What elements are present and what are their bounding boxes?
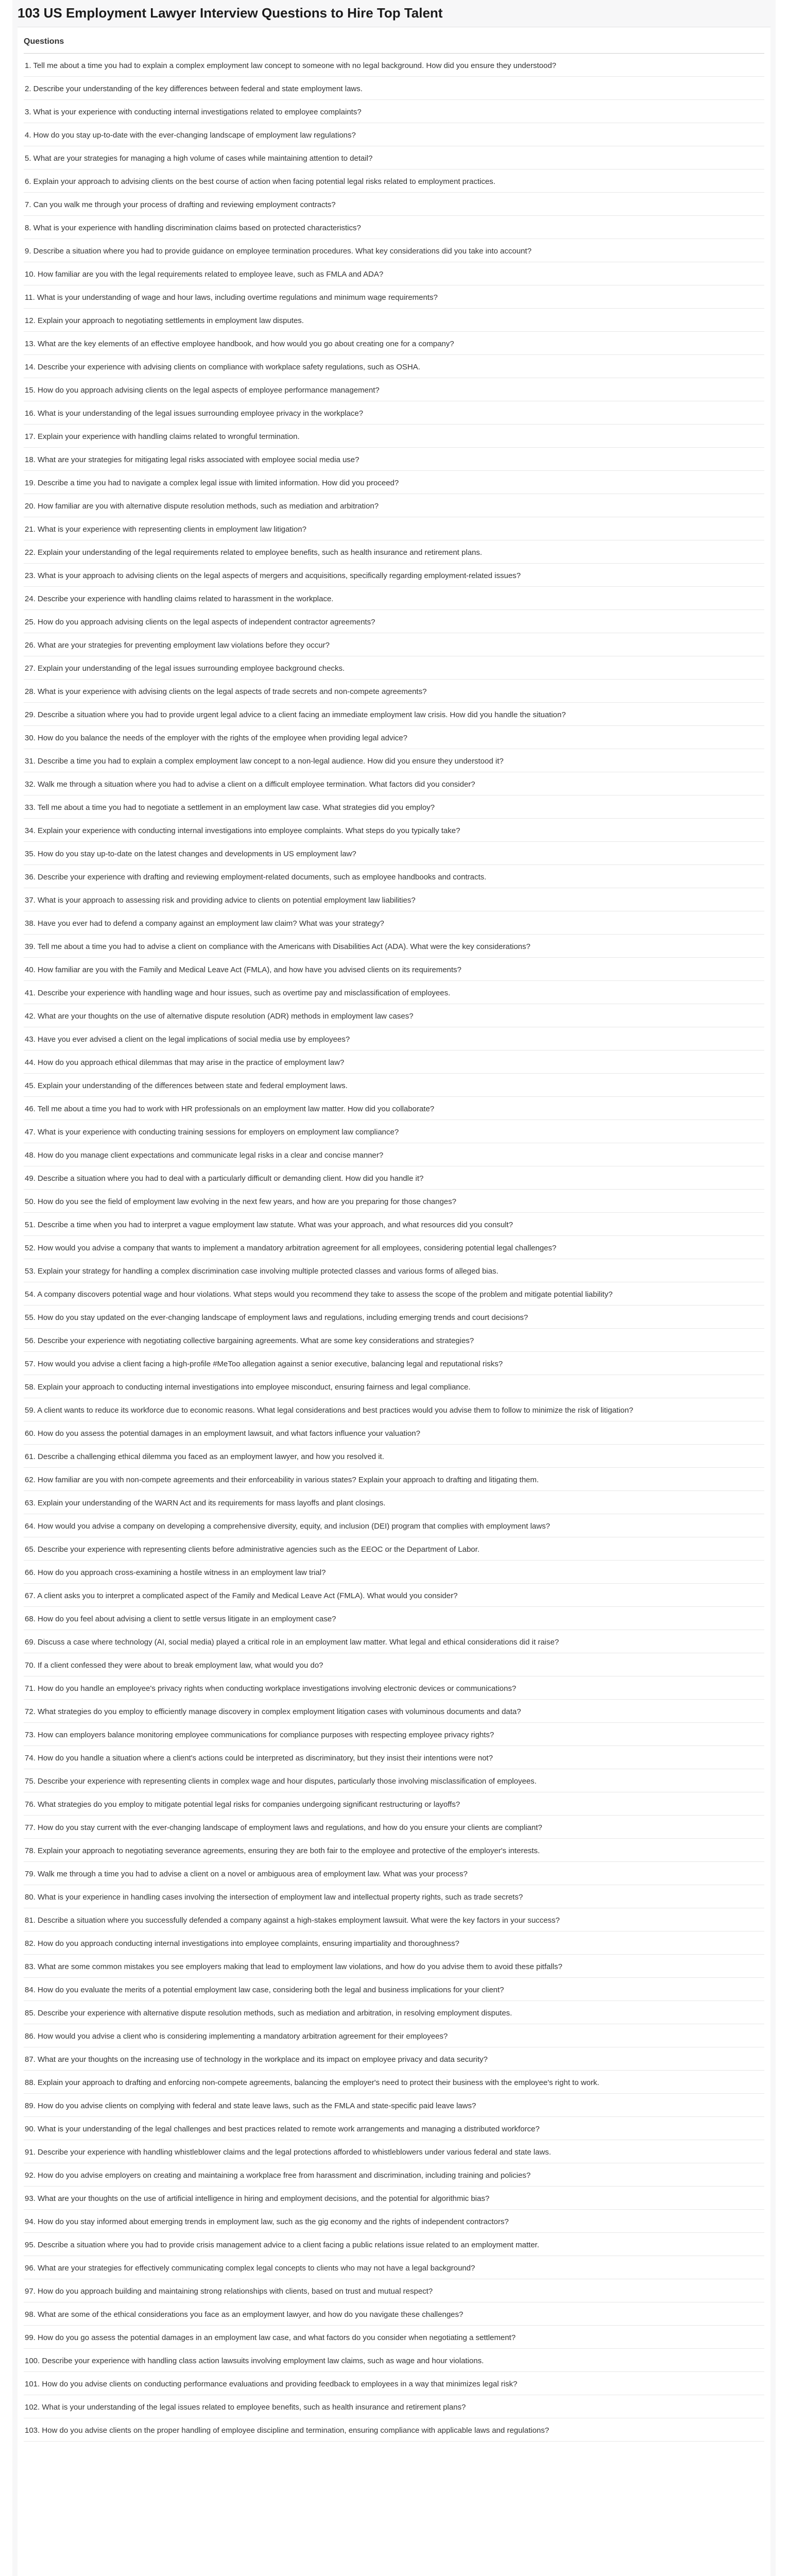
question-item: 97. How do you approach building and maintaining strong relationships with clients, based on trust and mutual respect? bbox=[24, 2279, 764, 2302]
question-item: 92. How do you advise employers on creating and maintaining a workplace free from harassment and discrimination, including training and policies? bbox=[24, 2163, 764, 2187]
question-item: 76. What strategies do you employ to mitigate potential legal risks for companies undergoing significant restructuring or layoffs? bbox=[24, 1792, 764, 1816]
question-item: 46. Tell me about a time you had to work with HR professionals on an employment law matter. How did you collaborate? bbox=[24, 1097, 764, 1120]
question-item: 60. How do you assess the potential damages in an employment lawsuit, and what factors influence your valuation? bbox=[24, 1421, 764, 1445]
question-item: 17. Explain your experience with handling claims related to wrongful termination. bbox=[24, 425, 764, 448]
question-item: 30. How do you balance the needs of the employer with the rights of the employee when providing legal advice? bbox=[24, 726, 764, 749]
question-item: 25. How do you approach advising clients on the legal aspects of independent contractor agreements? bbox=[24, 610, 764, 633]
question-item: 58. Explain your approach to conducting internal investigations into employee misconduct, ensuring fairness and legal compliance. bbox=[24, 1375, 764, 1398]
question-item: 2. Describe your understanding of the key differences between federal and state employment laws. bbox=[24, 77, 764, 100]
question-item: 89. How do you advise clients on complying with federal and state leave laws, such as the FMLA and state-specific paid leave laws? bbox=[24, 2094, 764, 2117]
question-item: 3. What is your experience with conducting internal investigations related to employee complaints? bbox=[24, 100, 764, 123]
question-item: 50. How do you see the field of employment law evolving in the next few years, and how are you preparing for those changes? bbox=[24, 1190, 764, 1213]
question-item: 29. Describe a situation where you had to provide urgent legal advice to a client facing an immediate employment law crisis. How did you handle the situation? bbox=[24, 703, 764, 726]
question-item: 18. What are your strategies for mitigating legal risks associated with employee social media use? bbox=[24, 448, 764, 471]
question-item: 23. What is your approach to advising clients on the legal aspects of mergers and acquisitions, specifically regarding employment-related issues? bbox=[24, 564, 764, 587]
question-item: 35. How do you stay up-to-date on the latest changes and developments in US employment law? bbox=[24, 842, 764, 865]
question-item: 9. Describe a situation where you had to provide guidance on employee termination procedures. What key considerations did you take into account? bbox=[24, 239, 764, 262]
question-item: 61. Describe a challenging ethical dilemma you faced as an employment lawyer, and how you resolved it. bbox=[24, 1445, 764, 1468]
question-item: 48. How do you manage client expectations and communicate legal risks in a clear and concise manner? bbox=[24, 1143, 764, 1166]
question-item: 39. Tell me about a time you had to advise a client on compliance with the Americans with Disabilities Act (ADA). What were the key considerations? bbox=[24, 935, 764, 958]
question-item: 53. Explain your strategy for handling a complex discrimination case involving multiple protected classes and various forms of alleged bias. bbox=[24, 1259, 764, 1282]
question-item: 94. How do you stay informed about emerging trends in employment law, such as the gig economy and the rights of independent contractors? bbox=[24, 2210, 764, 2233]
question-item: 74. How do you handle a situation where a client's actions could be interpreted as discriminatory, but they insist their intentions were not? bbox=[24, 1746, 764, 1769]
question-item: 42. What are your thoughts on the use of alternative dispute resolution (ADR) methods in employment law cases? bbox=[24, 1004, 764, 1027]
question-item: 95. Describe a situation where you had to provide crisis management advice to a client facing a public relations issue related to an employment matter. bbox=[24, 2233, 764, 2256]
question-item: 68. How do you feel about advising a client to settle versus litigate in an employment case? bbox=[24, 1607, 764, 1630]
question-item: 55. How do you stay updated on the ever-changing landscape of employment laws and regulations, including emerging trends and court decisions? bbox=[24, 1306, 764, 1329]
question-item: 99. How do you go assess the potential damages in an employment law case, and what factors do you consider when negotiating a settlement? bbox=[24, 2326, 764, 2349]
question-item: 93. What are your thoughts on the use of artificial intelligence in hiring and employment decisions, and the potential for algorithmic bias? bbox=[24, 2187, 764, 2210]
question-item: 87. What are your thoughts on the increasing use of technology in the workplace and its impact on employee privacy and data security? bbox=[24, 2047, 764, 2071]
question-item: 11. What is your understanding of wage and hour laws, including overtime regulations and minimum wage requirements? bbox=[24, 285, 764, 309]
question-item: 100. Describe your experience with handling class action lawsuits involving employment law claims, such as wage and hour violations. bbox=[24, 2349, 764, 2372]
page-container bbox=[12, 0, 776, 2576]
question-item: 86. How would you advise a client who is considering implementing a mandatory arbitration agreement for their employees? bbox=[24, 2024, 764, 2047]
question-item: 103. How do you advise clients on the proper handling of employee discipline and termination, ensuring compliance with applicable laws and regulations? bbox=[24, 2418, 764, 2442]
question-item: 65. Describe your experience with representing clients before administrative agencies such as the EEOC or the Department of Labor. bbox=[24, 1537, 764, 1561]
question-item: 19. Describe a time you had to navigate a complex legal issue with limited information. How did you proceed? bbox=[24, 471, 764, 494]
question-item: 63. Explain your understanding of the WARN Act and its requirements for mass layoffs and plant closings. bbox=[24, 1491, 764, 1514]
question-item: 43. Have you ever advised a client on the legal implications of social media use by employees? bbox=[24, 1027, 764, 1050]
question-item: 81. Describe a situation where you successfully defended a company against a high-stakes employment lawsuit. What were the key factors in your success? bbox=[24, 1908, 764, 1931]
question-item: 36. Describe your experience with drafting and reviewing employment-related documents, such as employee handbooks and contracts. bbox=[24, 865, 764, 888]
question-item: 14. Describe your experience with advising clients on compliance with workplace safety regulations, such as OSHA. bbox=[24, 355, 764, 378]
question-item: 59. A client wants to reduce its workforce due to economic reasons. What legal considerations and best practices would you advise them to follow to minimize the risk of litigation? bbox=[24, 1398, 764, 1421]
question-item: 8. What is your experience with handling discrimination claims based on protected characteristics? bbox=[24, 216, 764, 239]
question-item: 47. What is your experience with conducting training sessions for employers on employment law compliance? bbox=[24, 1120, 764, 1143]
question-item: 54. A company discovers potential wage and hour violations. What steps would you recommend they take to assess the scope of the problem and mitigate potential liability? bbox=[24, 1282, 764, 1306]
question-item: 96. What are your strategies for effectively communicating complex legal concepts to clients who may not have a legal background? bbox=[24, 2256, 764, 2279]
question-item: 44. How do you approach ethical dilemmas that may arise in the practice of employment law? bbox=[24, 1050, 764, 1074]
question-item: 24. Describe your experience with handling claims related to harassment in the workplace. bbox=[24, 587, 764, 610]
question-item: 26. What are your strategies for preventing employment law violations before they occur? bbox=[24, 633, 764, 656]
page-title: 103 US Employment Lawyer Interview Questions to Hire Top Talent bbox=[18, 5, 443, 21]
question-item: 98. What are some of the ethical considerations you face as an employment lawyer, and how do you navigate these challenges? bbox=[24, 2302, 764, 2326]
question-item: 4. How do you stay up-to-date with the ever-changing landscape of employment law regulations? bbox=[24, 123, 764, 146]
question-item: 10. How familiar are you with the legal requirements related to employee leave, such as FMLA and ADA? bbox=[24, 262, 764, 285]
question-item: 67. A client asks you to interpret a complicated aspect of the Family and Medical Leave Act (FMLA). What would you consider? bbox=[24, 1584, 764, 1607]
question-item: 56. Describe your experience with negotiating collective bargaining agreements. What are some key considerations and strategies? bbox=[24, 1329, 764, 1352]
question-item: 66. How do you approach cross-examining a hostile witness in an employment law trial? bbox=[24, 1561, 764, 1584]
question-item: 6. Explain your approach to advising clients on the best course of action when facing potential legal risks related to employment practices. bbox=[24, 170, 764, 193]
question-item: 5. What are your strategies for managing a high volume of cases while maintaining attention to detail? bbox=[24, 146, 764, 170]
question-item: 52. How would you advise a company that wants to implement a mandatory arbitration agreement for all employees, considering potential legal challenges? bbox=[24, 1236, 764, 1259]
question-item: 90. What is your understanding of the legal challenges and best practices related to remote work arrangements and managing a distributed workforce? bbox=[24, 2117, 764, 2140]
question-item: 16. What is your understanding of the legal issues surrounding employee privacy in the workplace? bbox=[24, 401, 764, 425]
question-item: 12. Explain your approach to negotiating settlements in employment law disputes. bbox=[24, 309, 764, 332]
question-item: 41. Describe your experience with handling wage and hour issues, such as overtime pay and misclassification of employees. bbox=[24, 981, 764, 1004]
question-item: 82. How do you approach conducting internal investigations into employee complaints, ensuring impartiality and thoroughness? bbox=[24, 1931, 764, 1955]
question-item: 85. Describe your experience with alternative dispute resolution methods, such as mediation and arbitration, in resolving employment disputes. bbox=[24, 2001, 764, 2024]
question-item: 79. Walk me through a time you had to advise a client on a novel or ambiguous area of employment law. What was your process? bbox=[24, 1862, 764, 1885]
question-item: 88. Explain your approach to drafting and enforcing non-compete agreements, balancing the employer's need to protect their business with the employee's right to work. bbox=[24, 2071, 764, 2094]
question-item: 22. Explain your understanding of the legal requirements related to employee benefits, such as health insurance and retirement plans. bbox=[24, 540, 764, 564]
question-item: 34. Explain your experience with conducting internal investigations into employee complaints. What steps do you typically take? bbox=[24, 819, 764, 842]
question-item: 77. How do you stay current with the ever-changing landscape of employment laws and regulations, and how do you ensure your clients are compliant? bbox=[24, 1816, 764, 1839]
questions-panel bbox=[18, 27, 770, 2576]
question-item: 38. Have you ever had to defend a company against an employment law claim? What was your strategy? bbox=[24, 911, 764, 935]
question-item: 102. What is your understanding of the legal issues related to employee benefits, such as health insurance and retirement plans? bbox=[24, 2395, 764, 2418]
question-list bbox=[18, 54, 770, 2442]
question-item: 20. How familiar are you with alternative dispute resolution methods, such as mediation and arbitration? bbox=[24, 494, 764, 517]
question-item: 49. Describe a situation where you had to deal with a particularly difficult or demanding client. How did you handle it? bbox=[24, 1166, 764, 1190]
question-item: 1. Tell me about a time you had to explain a complex employment law concept to someone with no legal background. How did you ensure they understood? bbox=[24, 54, 764, 77]
question-item: 31. Describe a time you had to explain a complex employment law concept to a non-legal audience. How did you ensure they understood it? bbox=[24, 749, 764, 772]
question-item: 27. Explain your understanding of the legal issues surrounding employee background checks. bbox=[24, 656, 764, 680]
question-item: 37. What is your approach to assessing risk and providing advice to clients on potential employment law liabilities? bbox=[24, 888, 764, 911]
question-item: 45. Explain your understanding of the differences between state and federal employment laws. bbox=[24, 1074, 764, 1097]
question-item: 75. Describe your experience with representing clients in complex wage and hour disputes, particularly those involving misclassification of employees. bbox=[24, 1769, 764, 1792]
question-item: 57. How would you advise a client facing a high-profile #MeToo allegation against a senior executive, balancing legal and reputational risks? bbox=[24, 1352, 764, 1375]
question-item: 83. What are some common mistakes you see employers making that lead to employment law violations, and how do you advise them to avoid these pitfalls? bbox=[24, 1955, 764, 1978]
question-item: 91. Describe your experience with handling whistleblower claims and the legal protections afforded to whistleblowers under various federal and state laws. bbox=[24, 2140, 764, 2163]
question-item: 71. How do you handle an employee's privacy rights when conducting workplace investigations involving electronic devices or communications? bbox=[24, 1676, 764, 1700]
question-item: 73. How can employers balance monitoring employee communications for compliance purposes with respecting employee privacy rights? bbox=[24, 1723, 764, 1746]
question-item: 78. Explain your approach to negotiating severance agreements, ensuring they are both fair to the employee and protective of the employer's interests. bbox=[24, 1839, 764, 1862]
question-item: 70. If a client confessed they were about to break employment law, what would you do? bbox=[24, 1653, 764, 1676]
question-item: 21. What is your experience with representing clients in employment law litigation? bbox=[24, 517, 764, 540]
question-item: 33. Tell me about a time you had to negotiate a settlement in an employment law case. What strategies did you employ? bbox=[24, 795, 764, 819]
question-item: 84. How do you evaluate the merits of a potential employment law case, considering both the legal and business implications for your client? bbox=[24, 1978, 764, 2001]
question-item: 51. Describe a time when you had to interpret a vague employment law statute. What was your approach, and what resources did you consult? bbox=[24, 1213, 764, 1236]
question-item: 101. How do you advise clients on conducting performance evaluations and providing feedback to employees in a way that minimizes legal risk? bbox=[24, 2372, 764, 2395]
question-item: 13. What are the key elements of an effective employee handbook, and how would you go about creating one for a company? bbox=[24, 332, 764, 355]
question-item: 80. What is your experience in handling cases involving the intersection of employment law and intellectual property rights, such as trade secrets? bbox=[24, 1885, 764, 1908]
question-item: 64. How would you advise a company on developing a comprehensive diversity, equity, and inclusion (DEI) program that complies with employment laws? bbox=[24, 1514, 764, 1537]
question-item: 40. How familiar are you with the Family and Medical Leave Act (FMLA), and how have you advised clients on its requirements? bbox=[24, 958, 764, 981]
question-item: 62. How familiar are you with non-compete agreements and their enforceability in various states? Explain your approach to drafting and litigating them. bbox=[24, 1468, 764, 1491]
question-item: 15. How do you approach advising clients on the legal aspects of employee performance management? bbox=[24, 378, 764, 401]
question-item: 7. Can you walk me through your process of drafting and reviewing employment contracts? bbox=[24, 193, 764, 216]
question-item: 69. Discuss a case where technology (AI, social media) played a critical role in an employment law matter. What legal and ethical considerations did it raise? bbox=[24, 1630, 764, 1653]
question-item: 28. What is your experience with advising clients on the legal aspects of trade secrets and non-compete agreements? bbox=[24, 680, 764, 703]
question-item: 72. What strategies do you employ to efficiently manage discovery in complex employment litigation cases with voluminous documents and data? bbox=[24, 1700, 764, 1723]
section-heading: Questions bbox=[24, 37, 64, 46]
question-item: 32. Walk me through a situation where you had to advise a client on a difficult employee termination. What factors did you consider? bbox=[24, 772, 764, 795]
